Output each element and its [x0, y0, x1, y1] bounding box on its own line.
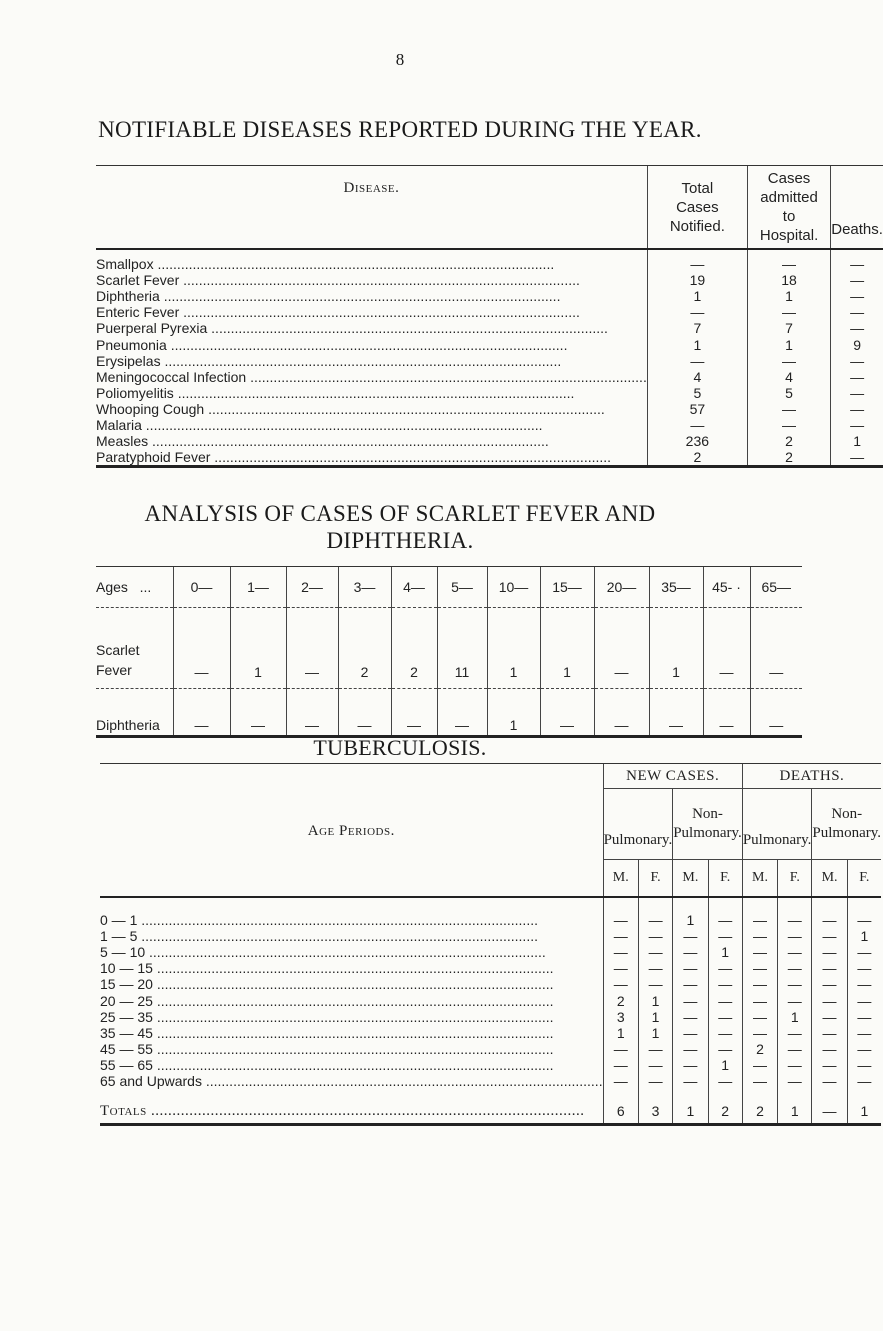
new-cases-header: NEW CASES. — [603, 764, 742, 789]
tb-value: — — [708, 960, 742, 976]
tb-value: — — [603, 944, 638, 960]
tb-value: — — [812, 1025, 847, 1041]
deaths-value: — — [831, 401, 883, 417]
disease-name: Meningococcal Infection ..... — [96, 369, 647, 385]
tb-value: — — [603, 976, 638, 992]
non-pulmonary-line-2: Pulmonary. — [673, 825, 742, 841]
table-row — [100, 897, 881, 928]
diphtheria-value: — — [594, 689, 649, 737]
tb-value: — — [638, 1073, 672, 1089]
tb-value: — — [708, 976, 742, 992]
sex-m-header: M. — [812, 860, 847, 898]
ages-label-text: Ages — [96, 579, 128, 595]
table-row — [100, 1041, 881, 1057]
disease-name: Enteric Fever ..... — [96, 304, 647, 320]
total-value: — — [647, 417, 747, 433]
tb-value: — — [847, 944, 881, 960]
hospital-value: — — [747, 417, 830, 433]
deaths-value: 9 — [831, 336, 883, 352]
scarlet-fever-row — [96, 608, 802, 689]
hospital-value: 2 — [747, 449, 830, 467]
table-row — [96, 433, 883, 449]
notifiable-diseases-title: NOTIFIABLE DISEASES REPORTED DURING THE YEAR. — [98, 117, 702, 142]
table-row — [100, 960, 881, 976]
deaths-pulmonary-header: Pulmonary. — [742, 789, 812, 860]
tb-value: — — [742, 1009, 777, 1025]
sex-m-header: M. — [603, 860, 638, 898]
tb-value: — — [778, 1041, 812, 1057]
table-row — [100, 992, 881, 1008]
tb-value: — — [812, 944, 847, 960]
tb-value: — — [847, 992, 881, 1008]
disease-name: Poliomyelitis ..... — [96, 385, 647, 401]
scarlet-value: 1 — [649, 608, 703, 689]
tb-value: — — [847, 1009, 881, 1025]
totals-label: Totals ..... — [100, 1089, 603, 1125]
hospital-value: 5 — [747, 385, 830, 401]
tb-value: — — [778, 992, 812, 1008]
tb-value: — — [673, 1009, 708, 1025]
tb-value: — — [847, 976, 881, 992]
sex-f-header: F. — [847, 860, 881, 898]
total-value: 1 — [673, 1089, 708, 1125]
analysis-title — [0, 500, 800, 554]
table-row — [96, 249, 883, 272]
age-period: 20 — 25 ..... — [100, 992, 603, 1008]
hospital-value: 7 — [747, 320, 830, 336]
scarlet-diphtheria-analysis-table — [96, 566, 802, 738]
tuberculosis-title: TUBERCULOSIS. — [313, 735, 487, 760]
tb-value: — — [778, 1057, 812, 1073]
diphtheria-value: — — [391, 689, 437, 737]
age-period: 15 — 20 ..... — [100, 976, 603, 992]
tuberculosis-table — [100, 763, 881, 1126]
tb-value: 2 — [742, 1041, 777, 1057]
total-value: 2 — [708, 1089, 742, 1125]
totals-row — [100, 1089, 881, 1125]
tb-value: — — [847, 1041, 881, 1057]
deaths-value: 1 — [831, 433, 883, 449]
tb-value: — — [847, 960, 881, 976]
tb-value: — — [742, 928, 777, 944]
tb-value: — — [673, 1025, 708, 1041]
total-value: 2 — [742, 1089, 777, 1125]
hospital-value: 4 — [747, 369, 830, 385]
scarlet-value: 11 — [437, 608, 487, 689]
deaths-value: — — [831, 272, 883, 288]
total-value: 6 — [603, 1089, 638, 1125]
age-group: 5— — [437, 567, 487, 608]
table-row — [96, 417, 883, 433]
age-group: 1— — [230, 567, 286, 608]
tb-value: — — [638, 944, 672, 960]
diphtheria-label: Diphtheria — [96, 689, 173, 737]
total-value: 1 — [778, 1089, 812, 1125]
deaths-value: — — [831, 449, 883, 467]
tb-value: 1 — [638, 1025, 672, 1041]
tb-value: — — [638, 928, 672, 944]
scarlet-value: — — [173, 608, 230, 689]
tb-value: — — [708, 992, 742, 1008]
scarlet-value: — — [703, 608, 750, 689]
table-row — [96, 401, 883, 417]
sex-f-header: F. — [778, 860, 812, 898]
table-row — [96, 369, 883, 385]
age-group: 45- · — [703, 567, 750, 608]
tb-value: 1 — [673, 897, 708, 928]
hospital-value: 18 — [747, 272, 830, 288]
diphtheria-value: — — [173, 689, 230, 737]
table-header-row — [96, 166, 883, 250]
deaths-value: — — [831, 249, 883, 272]
diphtheria-value: 1 — [487, 689, 540, 737]
age-period: 35 — 45 ..... — [100, 1025, 603, 1041]
deaths-value: — — [831, 288, 883, 304]
disease-name: Whooping Cough ..... — [96, 401, 647, 417]
tb-value: — — [742, 960, 777, 976]
age-period: 1 — 5 ..... — [100, 928, 603, 944]
tb-value: — — [603, 960, 638, 976]
age-group: 15— — [540, 567, 594, 608]
total-value: 4 — [647, 369, 747, 385]
disease-name: Measles ..... — [96, 433, 647, 449]
diphtheria-value: — — [286, 689, 338, 737]
tb-value: — — [812, 1073, 847, 1089]
total-value: 19 — [647, 272, 747, 288]
tb-value: 1 — [708, 1057, 742, 1073]
diphtheria-value: — — [649, 689, 703, 737]
age-period: 25 — 35 ..... — [100, 1009, 603, 1025]
deaths-value: — — [831, 385, 883, 401]
tb-value: — — [603, 1041, 638, 1057]
age-group: 10— — [487, 567, 540, 608]
table-row — [96, 449, 883, 467]
deaths-header: Deaths. — [831, 166, 883, 250]
scarlet-value: 1 — [540, 608, 594, 689]
tb-value: — — [638, 960, 672, 976]
tb-value: — — [708, 928, 742, 944]
tb-value: — — [638, 1057, 672, 1073]
disease-name: Erysipelas ..... — [96, 353, 647, 369]
tb-value: 1 — [638, 992, 672, 1008]
tb-value: — — [742, 944, 777, 960]
non-pulmonary-line-1: Non- — [692, 806, 723, 822]
age-period: 45 — 55 ..... — [100, 1041, 603, 1057]
table-row — [96, 272, 883, 288]
tb-value: — — [778, 944, 812, 960]
age-group: 4— — [391, 567, 437, 608]
age-periods-spacer — [100, 860, 603, 898]
disease-name: Pneumonia ..... — [96, 336, 647, 352]
age-group: 0— — [173, 567, 230, 608]
total-value: — — [647, 249, 747, 272]
tb-value: — — [673, 976, 708, 992]
tb-value: 3 — [603, 1009, 638, 1025]
diphtheria-row — [96, 689, 802, 737]
notifiable-diseases-table — [96, 165, 883, 468]
diphtheria-value: — — [540, 689, 594, 737]
tb-value: — — [708, 1073, 742, 1089]
total-value: 1 — [647, 336, 747, 352]
tb-value: — — [673, 992, 708, 1008]
age-period: 55 — 65 ..... — [100, 1057, 603, 1073]
table-row — [96, 304, 883, 320]
hospital-value: — — [747, 304, 830, 320]
scarlet-value: — — [750, 608, 802, 689]
total-value: — — [647, 353, 747, 369]
diphtheria-value: — — [230, 689, 286, 737]
tb-value: — — [778, 960, 812, 976]
age-group: 2— — [286, 567, 338, 608]
deaths-non-pulmonary-header — [812, 789, 881, 860]
tb-value: — — [812, 928, 847, 944]
tb-value: — — [812, 960, 847, 976]
tb-value: — — [778, 976, 812, 992]
scarlet-value: — — [594, 608, 649, 689]
age-period: 5 — 10 ..... — [100, 944, 603, 960]
table-row — [96, 336, 883, 352]
age-period: 65 and Upwards ..... — [100, 1073, 603, 1089]
diphtheria-value: — — [338, 689, 391, 737]
tb-value: 1 — [708, 944, 742, 960]
ages-row — [96, 567, 802, 608]
table-row — [96, 320, 883, 336]
scarlet-value: 2 — [391, 608, 437, 689]
tb-value: — — [812, 1057, 847, 1073]
total-value: 1 — [847, 1089, 881, 1125]
table-row — [96, 353, 883, 369]
page-number: 8 — [395, 50, 405, 69]
sex-m-header: M. — [742, 860, 777, 898]
tb-value: — — [673, 1073, 708, 1089]
tb-value: — — [603, 1057, 638, 1073]
tb-value: — — [742, 1057, 777, 1073]
hospital-value: — — [747, 249, 830, 272]
diphtheria-value: — — [703, 689, 750, 737]
tb-value: — — [708, 1041, 742, 1057]
tb-value: — — [673, 1057, 708, 1073]
tb-value: — — [638, 1041, 672, 1057]
non-pulmonary-line-1: Non- — [831, 806, 863, 822]
hospital-value: 1 — [747, 288, 830, 304]
total-value: 57 — [647, 401, 747, 417]
disease-name: Smallpox ..... — [96, 249, 647, 272]
disease-header: Disease. — [96, 166, 647, 250]
tb-value: — — [847, 1073, 881, 1089]
deaths-value: — — [831, 353, 883, 369]
total-value: 7 — [647, 320, 747, 336]
tb-value: — — [742, 992, 777, 1008]
table-row — [100, 944, 881, 960]
scarlet-label-line-1: Scarlet — [96, 642, 140, 658]
table-row — [100, 976, 881, 992]
deaths-header: DEATHS. — [742, 764, 881, 789]
disease-name: Paratyphoid Fever ..... — [96, 449, 647, 467]
total-value: — — [812, 1089, 847, 1125]
table-row — [96, 288, 883, 304]
table-row — [100, 1025, 881, 1041]
total-value: 5 — [647, 385, 747, 401]
sex-f-header: F. — [638, 860, 672, 898]
tb-value: — — [673, 960, 708, 976]
hospital-value: 1 — [747, 336, 830, 352]
new-pulmonary-header: Pulmonary. — [603, 789, 673, 860]
disease-name: Puerperal Pyrexia ..... — [96, 320, 647, 336]
table-row — [100, 1057, 881, 1073]
tb-value: — — [742, 1073, 777, 1089]
total-value: 3 — [638, 1089, 672, 1125]
total-value: 1 — [647, 288, 747, 304]
age-period: 0 — 1 ..... — [100, 897, 603, 928]
diphtheria-value: — — [437, 689, 487, 737]
non-pulmonary-line-2: Pulmonary. — [812, 825, 882, 841]
scarlet-value: — — [286, 608, 338, 689]
table-row — [100, 1073, 881, 1089]
tb-value: 1 — [847, 928, 881, 944]
deaths-value: — — [831, 417, 883, 433]
age-group: 20— — [594, 567, 649, 608]
ages-label — [96, 567, 173, 608]
tb-value: — — [778, 928, 812, 944]
age-group: 35— — [649, 567, 703, 608]
sex-m-header: M. — [673, 860, 708, 898]
hospital-value: 2 — [747, 433, 830, 449]
disease-name: Malaria ..... — [96, 417, 647, 433]
tb-value: — — [778, 1073, 812, 1089]
hospital-value: — — [747, 353, 830, 369]
tb-value: — — [812, 1009, 847, 1025]
scarlet-label-line-2: Fever — [96, 662, 132, 678]
deaths-value: — — [831, 304, 883, 320]
scarlet-value: 1 — [487, 608, 540, 689]
age-period: 10 — 15 ..... — [100, 960, 603, 976]
tb-value: — — [778, 1025, 812, 1041]
tb-value: — — [812, 992, 847, 1008]
tb-value: — — [742, 897, 777, 928]
tb-value: — — [638, 976, 672, 992]
tb-value: — — [778, 897, 812, 928]
tb-value: — — [812, 1041, 847, 1057]
total-value: 2 — [647, 449, 747, 467]
tb-header-row-1 — [100, 764, 881, 789]
scarlet-fever-label — [96, 608, 173, 689]
table-row — [96, 385, 883, 401]
tb-value: — — [603, 928, 638, 944]
tb-value: — — [603, 897, 638, 928]
tb-value: — — [847, 897, 881, 928]
hospital-value: — — [747, 401, 830, 417]
tb-header-row-3 — [100, 860, 881, 898]
tb-value: — — [847, 1057, 881, 1073]
tb-value: — — [673, 928, 708, 944]
tb-value: — — [638, 897, 672, 928]
new-non-pulmonary-header — [673, 789, 743, 860]
age-group: 3— — [338, 567, 391, 608]
scarlet-value: 2 — [338, 608, 391, 689]
tb-value: 1 — [603, 1025, 638, 1041]
tb-value: — — [673, 944, 708, 960]
total-value: — — [647, 304, 747, 320]
tb-value: — — [742, 1025, 777, 1041]
table-row — [100, 1009, 881, 1025]
tb-value: — — [812, 976, 847, 992]
total-cases-header: Total Cases Notified. — [647, 166, 747, 250]
deaths-value: — — [831, 369, 883, 385]
tb-value: 1 — [638, 1009, 672, 1025]
age-group: 65— — [750, 567, 802, 608]
ages-label-dots: ... — [139, 579, 152, 595]
tb-value: — — [708, 1025, 742, 1041]
tb-value: — — [847, 1025, 881, 1041]
sex-f-header: F. — [708, 860, 742, 898]
analysis-title-line-1: ANALYSIS OF CASES OF SCARLET FEVER AND — [144, 501, 656, 526]
tb-value: — — [742, 976, 777, 992]
tb-value: — — [673, 1041, 708, 1057]
tb-value: — — [708, 897, 742, 928]
age-periods-header: Age Periods. — [100, 764, 603, 860]
table-row — [100, 928, 881, 944]
total-value: 236 — [647, 433, 747, 449]
tb-value: 1 — [778, 1009, 812, 1025]
hospital-header: Cases admitted to Hospital. — [747, 166, 830, 250]
tb-value: — — [603, 1073, 638, 1089]
disease-name: Diphtheria ..... — [96, 288, 647, 304]
tb-value: — — [812, 897, 847, 928]
scarlet-value: 1 — [230, 608, 286, 689]
tb-value: 2 — [603, 992, 638, 1008]
disease-name: Scarlet Fever ..... — [96, 272, 647, 288]
tb-value: — — [708, 1009, 742, 1025]
diphtheria-value: — — [750, 689, 802, 737]
deaths-value: — — [831, 320, 883, 336]
analysis-title-line-2: DIPHTHERIA. — [326, 528, 474, 553]
